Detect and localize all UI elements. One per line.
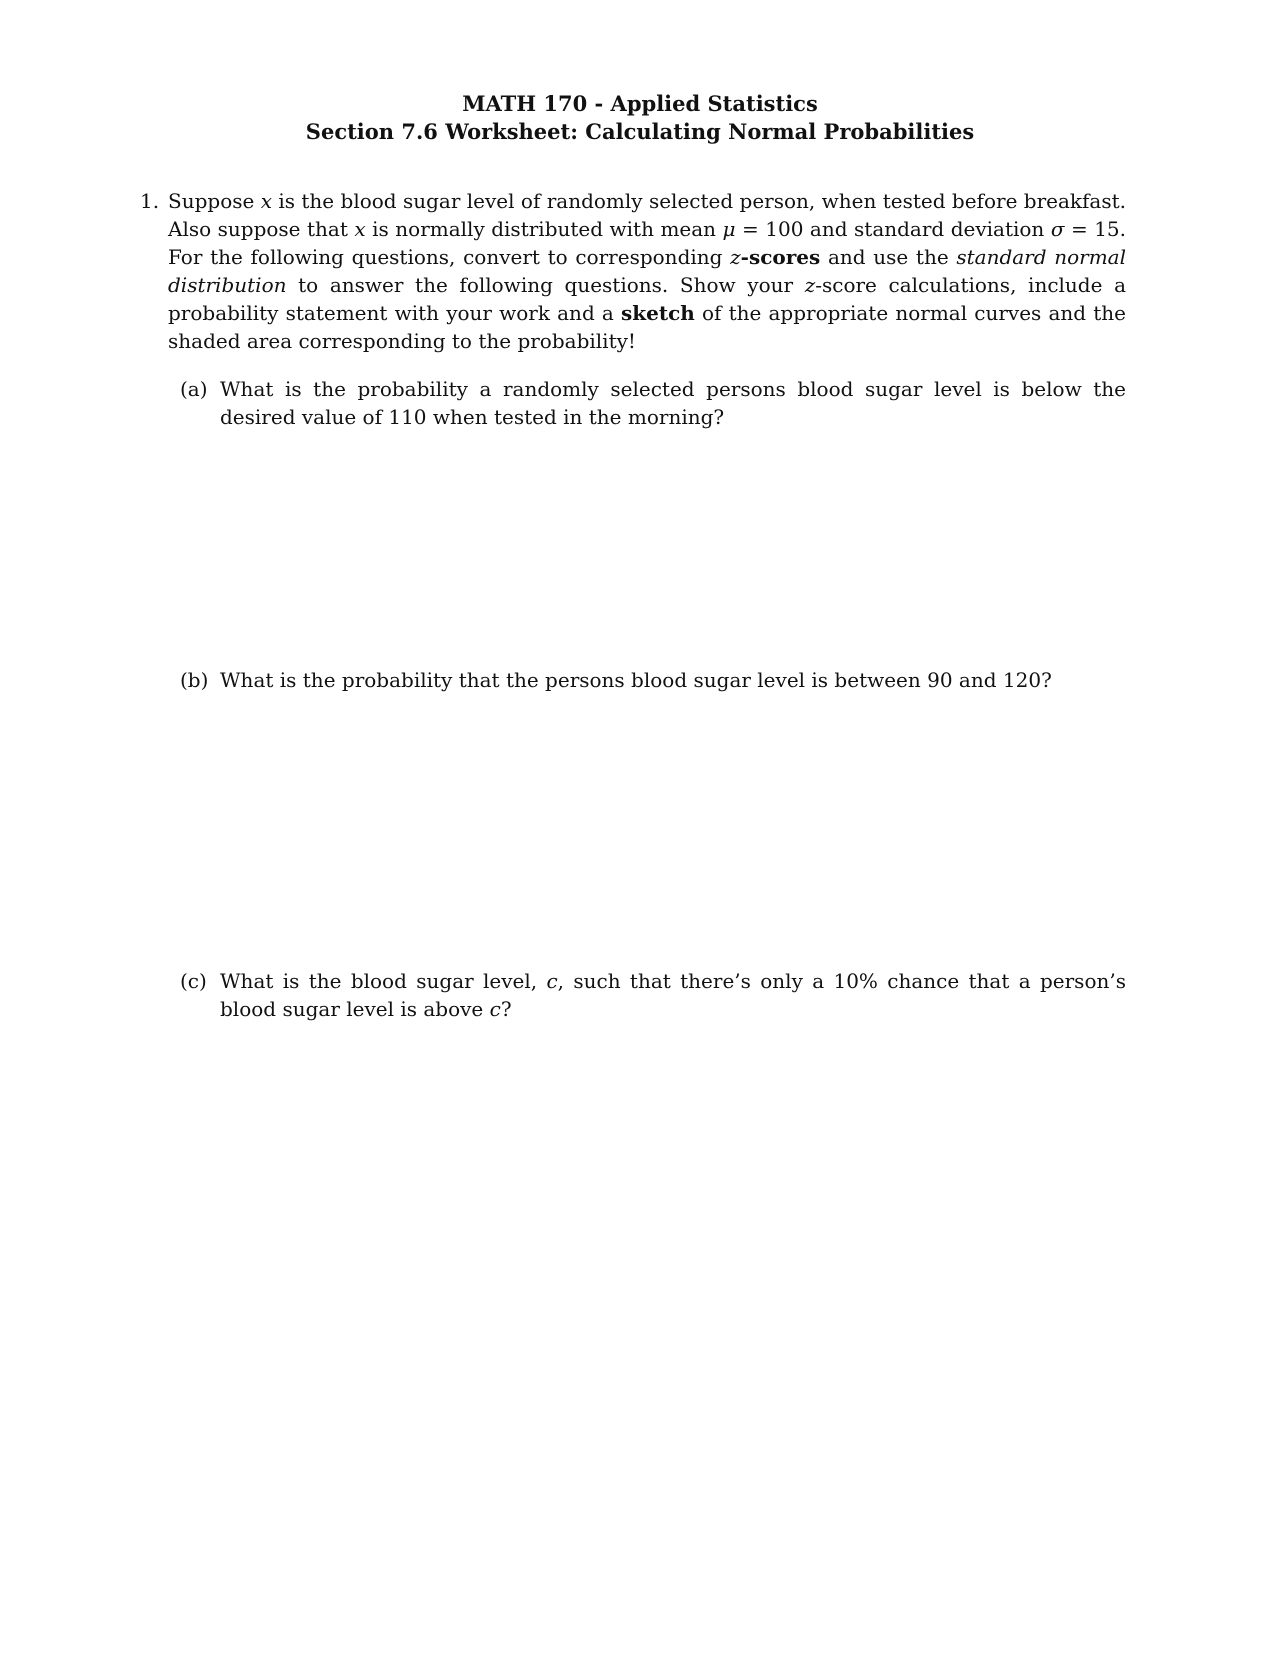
- bold-text: -scores: [740, 245, 821, 269]
- text-run: , such that there’s only a 10% chance that a person’s blood sugar level is above: [220, 969, 1126, 1021]
- text-run: ?: [500, 997, 512, 1021]
- math-symbol: x: [260, 189, 272, 213]
- text-run: = 100 and standard deviation: [735, 217, 1051, 241]
- math-symbol: z: [804, 273, 816, 297]
- math-symbol: σ: [1050, 217, 1065, 241]
- text-run: -score calculations, include a probability statement with your work and a: [168, 273, 1126, 325]
- text-run: What is the blood sugar level,: [220, 969, 547, 993]
- document-header: [0, 90, 1280, 146]
- question-1-number: 1.: [140, 189, 160, 213]
- text-run: of the appropriate normal curves and the shaded area corresponding to the probability!: [168, 301, 1126, 353]
- question-1c: [180, 967, 1126, 1023]
- math-symbol: c: [546, 969, 558, 993]
- text-run: What is the probability that the persons blood sugar level is between 90 and 120?: [220, 668, 1052, 692]
- course-title: MATH 170 - Applied Statistics: [462, 91, 818, 116]
- section-title: Section 7.6 Worksheet: Calculating Normal Probabilities: [305, 119, 975, 144]
- question-1a: [180, 375, 1126, 431]
- question-1: [140, 187, 1126, 355]
- question-1c-label: (c): [180, 969, 207, 993]
- question-1a-text: [220, 375, 1126, 431]
- math-symbol: μ: [722, 217, 736, 241]
- question-1b: [180, 666, 1126, 694]
- question-1-text: [168, 187, 1126, 355]
- text-run: Suppose: [168, 189, 261, 213]
- question-1c-text: [220, 967, 1126, 1023]
- question-1a-label: (a): [180, 377, 208, 401]
- question-1b-text: [220, 666, 1126, 694]
- text-run: to answer the following questions. Show your: [286, 273, 805, 297]
- question-1b-label: (b): [180, 668, 209, 692]
- math-symbol: x: [354, 217, 366, 241]
- bold-text: sketch: [621, 301, 695, 325]
- math-symbol: z: [730, 245, 741, 269]
- text-run: is the blood sugar level of randomly selected person, when tested before breakfast. Also suppose that: [168, 189, 1126, 241]
- text-run: and use the: [820, 245, 957, 269]
- math-symbol: c: [489, 997, 501, 1021]
- italic-text: standard normal distribution: [168, 245, 1126, 297]
- text-run: = 15. For the following questions, convert to corresponding: [168, 217, 1127, 269]
- text-run: What is the probability a randomly selected persons blood sugar level is below the desired value of 110 when tested in the morning?: [220, 377, 1126, 429]
- text-run: is normally distributed with mean: [365, 217, 723, 241]
